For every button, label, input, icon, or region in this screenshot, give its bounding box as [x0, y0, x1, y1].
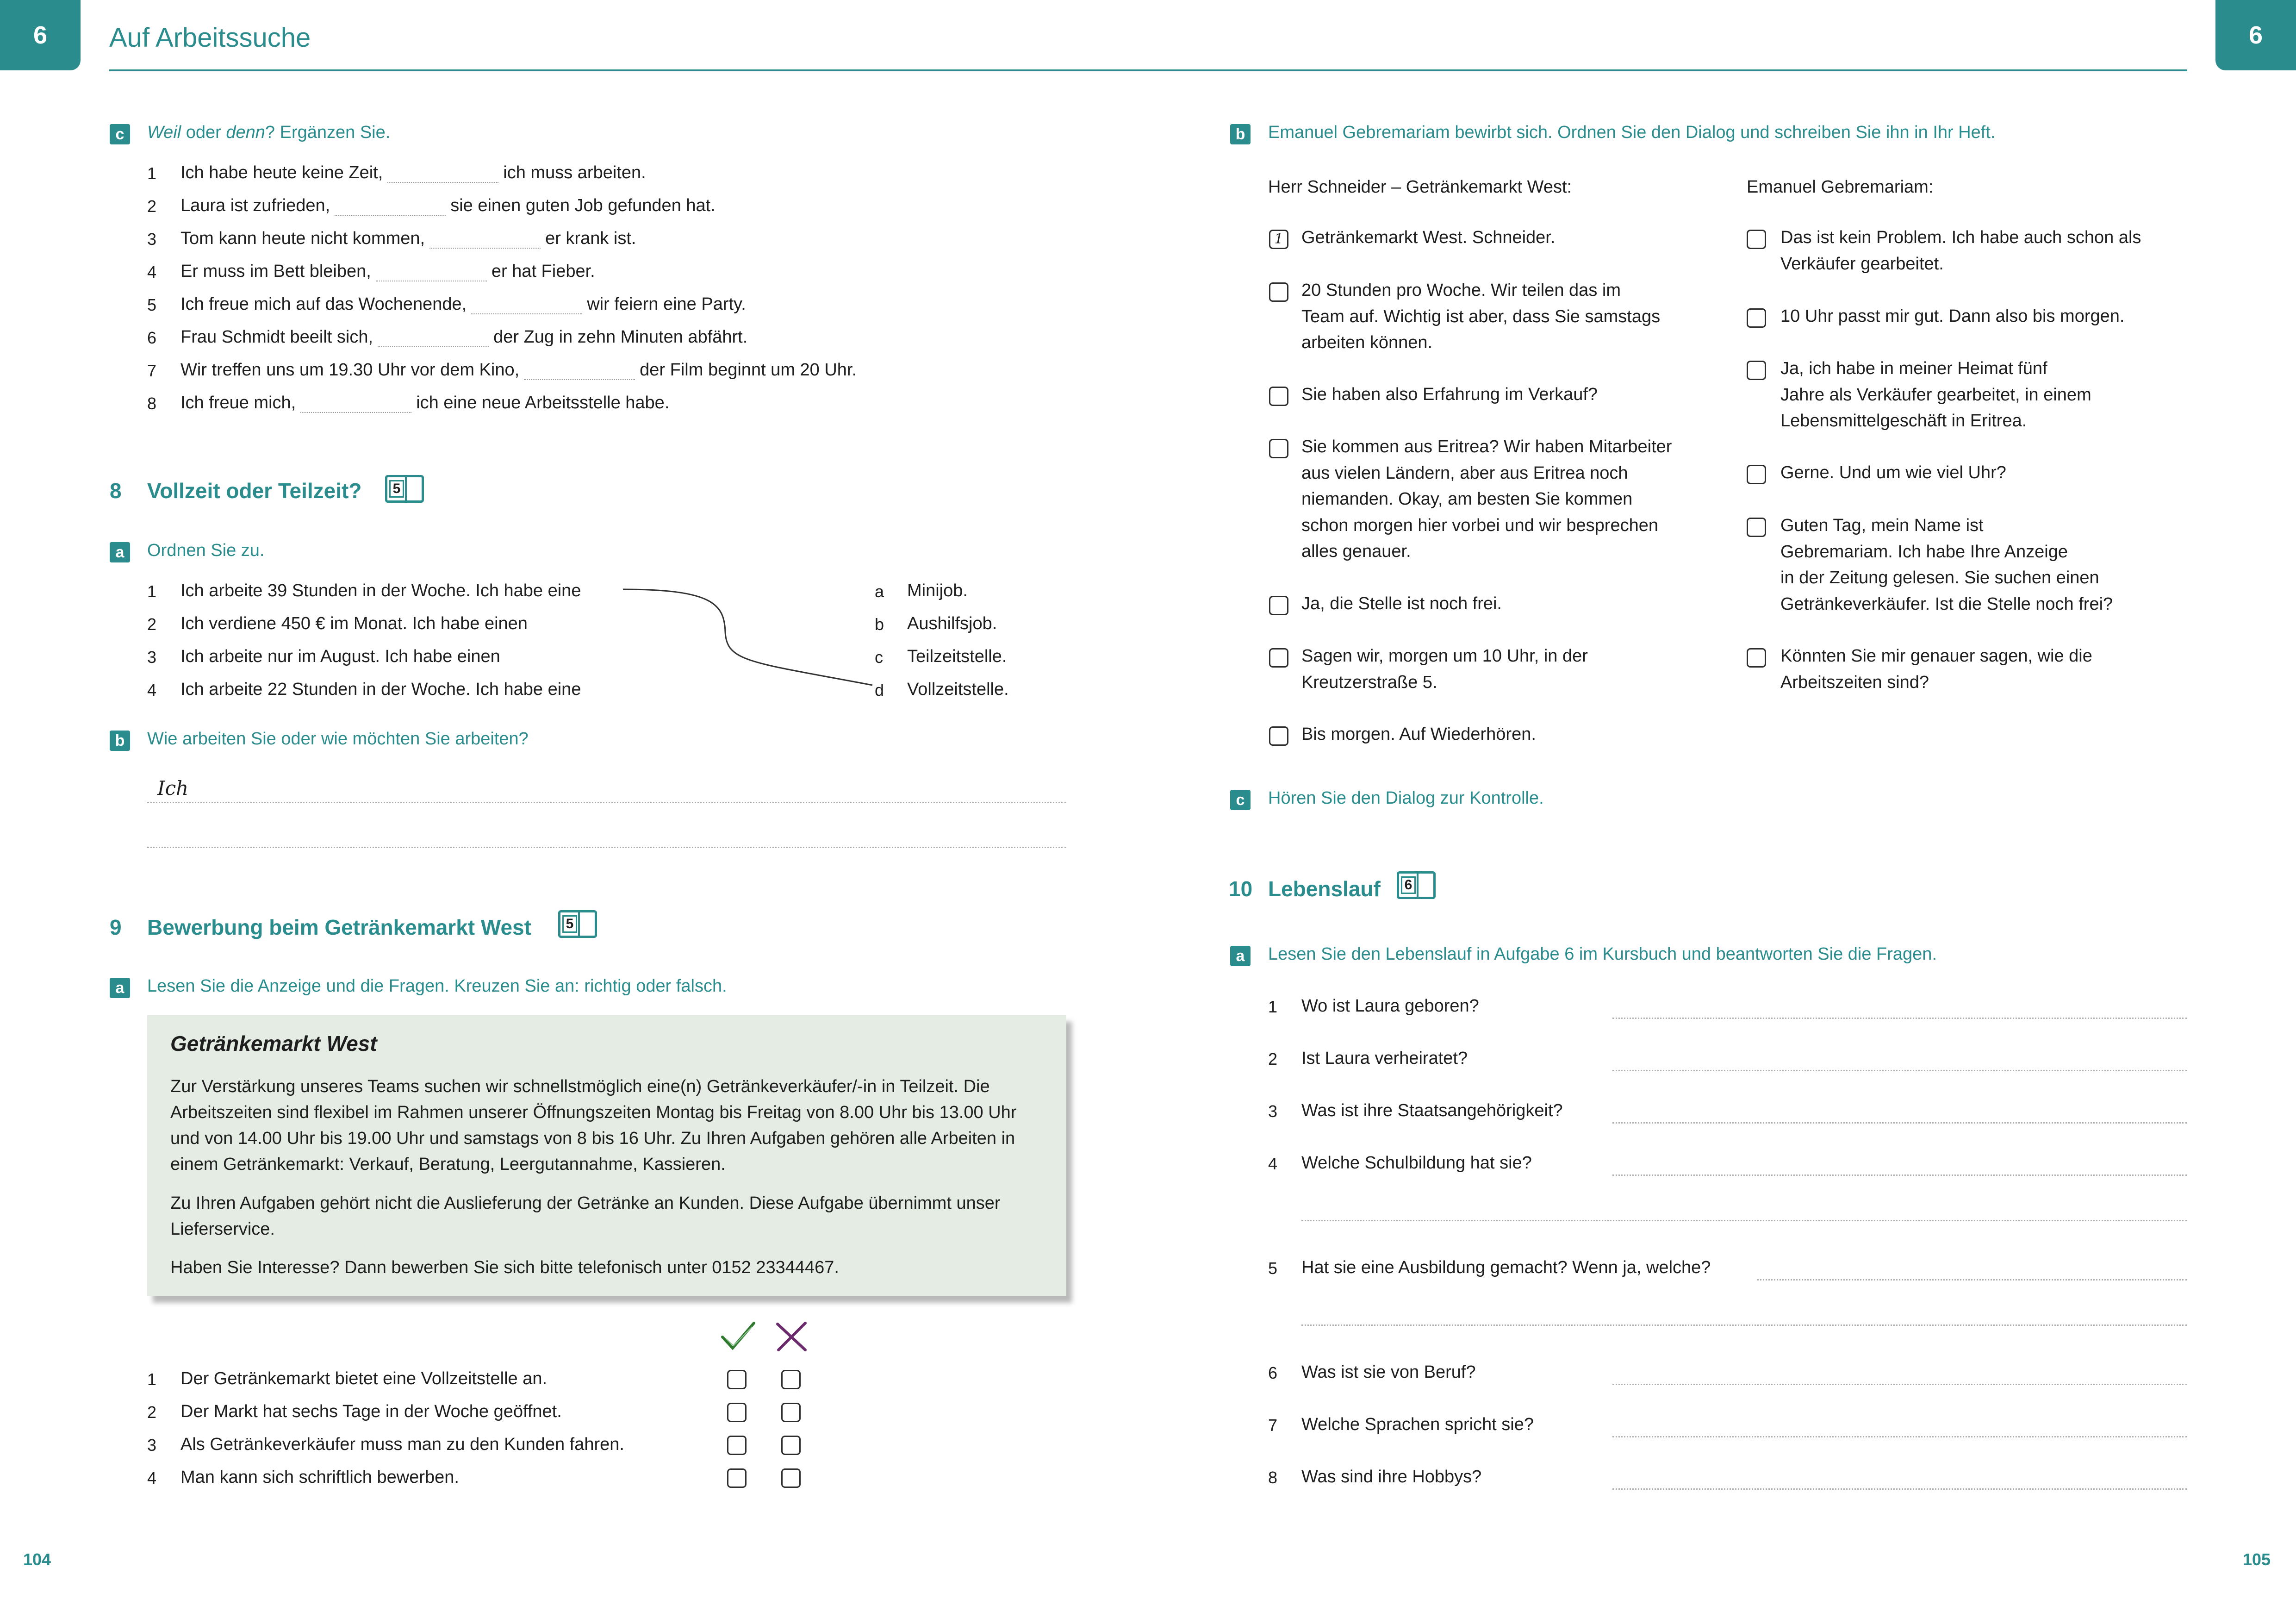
- ad-paragraph: Haben Sie Interesse? Dann bewerben Sie sich bitte telefonisch unter 0152 23344467.: [170, 1258, 839, 1277]
- instr-word-oder: oder: [181, 123, 226, 142]
- dialog-line: Team auf. Wichtig ist aber, dass Sie samstags: [1301, 306, 1661, 326]
- dialog-column-header: Herr Schneider – Getränkemarkt West:: [1268, 177, 1572, 197]
- item-number: 4: [1268, 1154, 1278, 1173]
- dialog-order-box[interactable]: [1747, 465, 1766, 484]
- ad-paragraph: Zur Verstärkung unseres Teams suchen wir schnellstmöglich eine(n) Getränkeverkäufer/-in in Teilzeit. Die Arbeitszeiten sind flexibel im Rahmen unserer Öffnungszeiten Montag bis Freitag von 8.00 Uhr bis 13.00 Uhr und von 14.00 Uhr bis 19.00 Uhr und samstags von 8 bis 16 Uhr. Zu Ihren Aufgaben gehören alle Arbeiten in einem Getränkemarkt: Verkauf, Beratung, Leergutannahme, Kassieren.: [170, 1077, 1017, 1174]
- unit-number: 6: [2248, 21, 2263, 49]
- answer-line[interactable]: [1612, 1174, 2187, 1176]
- item-number: 2: [147, 197, 157, 216]
- sentence-end: sie einen guten Job gefunden hat.: [450, 196, 716, 215]
- dialog-line: schon morgen hier vorbei und wir besprechen: [1301, 515, 1658, 535]
- book-icon: [558, 910, 597, 938]
- question-text: Wo ist Laura geboren?: [1301, 996, 1479, 1016]
- section-title: Bewerbung beim Getränkemarkt West: [147, 915, 531, 939]
- handwritten-answer: Ich: [157, 777, 189, 800]
- instr-word-denn: denn: [226, 123, 265, 142]
- book-page-number: 5: [389, 480, 404, 498]
- blank-field[interactable]: [378, 332, 489, 347]
- question-text: Welche Schulbildung hat sie?: [1301, 1153, 1532, 1173]
- dialog-line: Lebensmittelgeschäft in Eritrea.: [1780, 411, 2027, 431]
- false-checkbox[interactable]: [781, 1436, 801, 1455]
- matching-right-item: Aushilfsjob.: [907, 614, 997, 633]
- dialog-order-box[interactable]: 1: [1269, 230, 1288, 249]
- exercise-instruction: Lesen Sie den Lebenslauf in Aufgabe 6 im Kursbuch und beantworten Sie die Fragen.: [1268, 944, 1937, 964]
- dialog-line: Könnten Sie mir genauer sagen, wie die: [1780, 646, 2092, 666]
- dialog-order-box[interactable]: [1269, 596, 1288, 615]
- matching-line: [620, 581, 879, 697]
- dialog-line: arbeiten können.: [1301, 333, 1433, 352]
- item-number: 3: [147, 1436, 157, 1455]
- item-number: 6: [147, 328, 157, 347]
- exercise-instruction: Hören Sie den Dialog zur Kontrolle.: [1268, 788, 1544, 808]
- exercise-letter-badge: a: [110, 978, 130, 998]
- dialog-line: Das ist kein Problem. Ich habe auch schon als: [1780, 228, 2141, 247]
- blank-field[interactable]: [429, 234, 541, 249]
- dialog-column-header: Emanuel Gebremariam:: [1747, 177, 1934, 197]
- dialog-order-box[interactable]: [1747, 518, 1766, 537]
- instr-word-weil: Weil: [147, 123, 181, 142]
- book-page-number: 6: [1401, 876, 1416, 894]
- answer-line[interactable]: [1301, 1220, 2187, 1221]
- exercise-letter-badge: c: [110, 124, 130, 144]
- dialog-line: Sie haben also Erfahrung im Verkauf?: [1301, 385, 1598, 404]
- book-page-number: 5: [562, 915, 577, 933]
- item-number: 5: [147, 295, 157, 314]
- item-number: 4: [147, 1468, 157, 1487]
- sentence-end: wir feiern eine Party.: [587, 294, 746, 314]
- sentence-start: Ich freue mich,: [180, 393, 296, 412]
- sentence-start: Er muss im Bett bleiben,: [180, 262, 371, 281]
- dialog-line: Guten Tag, mein Name ist: [1780, 516, 1984, 535]
- item-number: 2: [1268, 1049, 1278, 1068]
- item-number: 5: [1268, 1259, 1278, 1278]
- exercise-letter-badge: a: [110, 542, 130, 562]
- blank-field[interactable]: [335, 201, 446, 216]
- sentence-row: [180, 163, 646, 183]
- dialog-order-box[interactable]: [1747, 230, 1766, 249]
- dialog-line: Ja, ich habe in meiner Heimat fünf: [1780, 359, 2047, 378]
- unit-tab-right: [2215, 0, 2296, 70]
- blank-field[interactable]: [471, 300, 582, 314]
- dialog-line: 20 Stunden pro Woche. Wir teilen das im: [1301, 281, 1621, 300]
- book-icon: [385, 475, 424, 503]
- dialog-line: niemanden. Okay, am besten Sie kommen: [1301, 489, 1633, 509]
- unit-tab-left: [0, 0, 81, 70]
- answer-line[interactable]: [147, 802, 1066, 803]
- section-number: 8: [110, 479, 122, 503]
- section-number: 10: [1229, 877, 1253, 901]
- section-title: Vollzeit oder Teilzeit?: [147, 479, 362, 503]
- page-number-right: 105: [2243, 1550, 2271, 1569]
- answer-line[interactable]: [1612, 1122, 2187, 1124]
- answer-line[interactable]: [1301, 1324, 2187, 1326]
- false-checkbox[interactable]: [781, 1468, 801, 1488]
- ad-paragraph: Zu Ihren Aufgaben gehört nicht die Auslieferung der Getränke an Kunden. Diese Aufgabe übernimmt unser Lieferservice.: [170, 1193, 1001, 1239]
- matching-left-item: Ich arbeite nur im August. Ich habe einen: [180, 647, 500, 666]
- blank-field[interactable]: [387, 168, 498, 183]
- item-number: 2: [147, 1403, 157, 1422]
- question-text: Was ist ihre Staatsangehörigkeit?: [1301, 1101, 1563, 1120]
- item-number: 3: [1268, 1102, 1278, 1121]
- dialog-line: 10 Uhr passt mir gut. Dann also bis morgen.: [1780, 306, 2125, 326]
- matching-left-item: Ich verdiene 450 € im Monat. Ich habe einen: [180, 614, 528, 633]
- book-icon: [1397, 871, 1436, 899]
- header-divider: [109, 69, 2187, 71]
- dialog-order-box[interactable]: [1747, 648, 1766, 668]
- section-number: 9: [110, 915, 122, 939]
- matching-left-item: Ich arbeite 22 Stunden in der Woche. Ich habe eine: [180, 680, 581, 699]
- question-text: Hat sie eine Ausbildung gemacht? Wenn ja, welche?: [1301, 1258, 1711, 1277]
- item-number: 3: [147, 230, 157, 249]
- item-number: 3: [147, 648, 157, 667]
- false-checkbox[interactable]: [781, 1403, 801, 1422]
- answer-line[interactable]: [1612, 1070, 2187, 1071]
- sentence-end: der Zug in zehn Minuten abfährt.: [493, 327, 748, 347]
- dialog-line: Arbeitszeiten sind?: [1780, 672, 1929, 692]
- item-number: 1: [147, 1370, 157, 1389]
- sentence-start: Tom kann heute nicht kommen,: [180, 229, 425, 248]
- true-checkbox[interactable]: [727, 1403, 747, 1422]
- question-text: Welche Sprachen spricht sie?: [1301, 1415, 1534, 1434]
- check-icon: [720, 1320, 757, 1353]
- sentence-start: Frau Schmidt beeilt sich,: [180, 327, 373, 347]
- dialog-line: Kreutzerstraße 5.: [1301, 672, 1437, 692]
- job-advertisement: [147, 1015, 1066, 1296]
- instr-rest: ? Ergänzen Sie.: [265, 123, 391, 142]
- dialog-line: Bis morgen. Auf Wiederhören.: [1301, 725, 1536, 744]
- statement-text: Man kann sich schriftlich bewerben.: [180, 1468, 459, 1487]
- true-checkbox[interactable]: [727, 1436, 747, 1455]
- dialog-order-box[interactable]: [1747, 308, 1766, 328]
- sentence-row: [180, 360, 857, 380]
- dialog-order-box[interactable]: [1269, 726, 1288, 746]
- sentence-start: Ich habe heute keine Zeit,: [180, 163, 383, 182]
- sentence-row: [180, 262, 595, 281]
- page-number-left: 104: [23, 1550, 51, 1569]
- sentence-row: [180, 229, 636, 249]
- sentence-end: ich eine neue Arbeitsstelle habe.: [416, 393, 670, 412]
- sentence-start: Laura ist zufrieden,: [180, 196, 330, 215]
- item-number: 4: [147, 681, 157, 700]
- dialog-line: Verkäufer gearbeitet.: [1780, 254, 1944, 274]
- dialog-line: Jahre als Verkäufer gearbeitet, in einem: [1780, 385, 2091, 405]
- statement-text: Als Getränkeverkäufer muss man zu den Kunden fahren.: [180, 1435, 624, 1454]
- dialog-line: Sie kommen aus Eritrea? Wir haben Mitarbeiter: [1301, 437, 1672, 456]
- item-number: 2: [147, 615, 157, 634]
- matching-right-item: Teilzeitstelle.: [907, 647, 1007, 666]
- dialog-line: Getränkeverkäufer. Ist die Stelle noch frei?: [1780, 594, 2113, 614]
- page-title: Auf Arbeitssuche: [109, 23, 311, 53]
- item-letter: c: [875, 648, 883, 667]
- exercise-instruction: Lesen Sie die Anzeige und die Fragen. Kreuzen Sie an: richtig oder falsch.: [147, 976, 727, 996]
- section-title: Lebenslauf: [1268, 877, 1381, 901]
- false-checkbox[interactable]: [781, 1370, 801, 1389]
- cross-icon: [774, 1320, 809, 1353]
- exercise-letter-badge: b: [1230, 124, 1251, 144]
- answer-line[interactable]: [1612, 1436, 2187, 1437]
- question-text: Was ist sie von Beruf?: [1301, 1362, 1476, 1382]
- statement-text: Der Markt hat sechs Tage in der Woche geöffnet.: [180, 1402, 562, 1421]
- sentence-start: Ich freue mich auf das Wochenende,: [180, 294, 467, 314]
- item-letter: a: [875, 582, 884, 601]
- item-number: 1: [147, 164, 157, 183]
- item-number: 1: [147, 582, 157, 601]
- sentence-end: er hat Fieber.: [491, 262, 595, 281]
- item-letter: b: [875, 615, 884, 634]
- exercise-letter-badge: c: [1230, 790, 1251, 810]
- sentence-end: ich muss arbeiten.: [503, 163, 646, 182]
- answer-line[interactable]: [147, 847, 1066, 848]
- dialog-line: aus vielen Ländern, aber aus Eritrea noch: [1301, 463, 1628, 483]
- item-number: 8: [1268, 1468, 1278, 1487]
- unit-number: 6: [33, 21, 48, 49]
- dialog-order-box[interactable]: [1269, 439, 1288, 458]
- matching-right-item: Minijob.: [907, 581, 968, 600]
- sentence-end: der Film beginnt um 20 Uhr.: [640, 360, 857, 380]
- sentence-row: [180, 294, 746, 314]
- true-checkbox[interactable]: [727, 1370, 747, 1389]
- item-letter: d: [875, 681, 884, 700]
- sentence-row: [180, 393, 669, 413]
- dialog-order-box[interactable]: [1269, 648, 1288, 668]
- blank-field[interactable]: [300, 398, 411, 413]
- blank-field[interactable]: [376, 267, 487, 281]
- sentence-end: er krank ist.: [545, 229, 636, 248]
- item-number: 7: [1268, 1416, 1278, 1435]
- ad-title: Getränkemarkt West: [170, 1031, 377, 1056]
- statement-text: Der Getränkemarkt bietet eine Vollzeitstelle an.: [180, 1369, 548, 1388]
- dialog-order-box[interactable]: [1747, 361, 1766, 380]
- sentence-row: [180, 327, 747, 347]
- item-number: 4: [147, 262, 157, 281]
- item-number: 6: [1268, 1363, 1278, 1382]
- dialog-line: alles genauer.: [1301, 542, 1411, 561]
- answer-line[interactable]: [1757, 1279, 2187, 1280]
- exercise-letter-badge: b: [110, 731, 130, 751]
- dialog-line: in der Zeitung gelesen. Sie suchen einen: [1780, 568, 2099, 587]
- exercise-instruction: Wie arbeiten Sie oder wie möchten Sie arbeiten?: [147, 729, 529, 749]
- dialog-order-box[interactable]: [1269, 387, 1288, 406]
- dialog-line: Gerne. Und um wie viel Uhr?: [1780, 463, 2006, 482]
- exercise-instruction: Ordnen Sie zu.: [147, 541, 265, 560]
- answer-line[interactable]: [1612, 1488, 2187, 1490]
- exercise-instruction: [147, 123, 390, 143]
- dialog-line: Ja, die Stelle ist noch frei.: [1301, 594, 1502, 613]
- exercise-instruction: Emanuel Gebremariam bewirbt sich. Ordnen Sie den Dialog und schreiben Sie ihn in Ihr Heft.: [1268, 123, 1996, 142]
- sentence-row: [180, 196, 716, 216]
- question-text: Ist Laura verheiratet?: [1301, 1049, 1468, 1068]
- matching-right-item: Vollzeitstelle.: [907, 680, 1009, 699]
- blank-field[interactable]: [524, 365, 635, 380]
- sentence-start: Wir treffen uns um 19.30 Uhr vor dem Kino,: [180, 360, 520, 380]
- exercise-letter-badge: a: [1230, 946, 1251, 966]
- matching-left-item: Ich arbeite 39 Stunden in der Woche. Ich habe eine: [180, 581, 581, 600]
- dialog-line: Gebremariam. Ich habe Ihre Anzeige: [1780, 542, 2068, 562]
- item-number: 1: [1268, 997, 1278, 1016]
- item-number: 8: [147, 394, 157, 413]
- dialog-order-box[interactable]: [1269, 282, 1288, 302]
- answer-line[interactable]: [1612, 1018, 2187, 1019]
- true-checkbox[interactable]: [727, 1468, 747, 1488]
- item-number: 7: [147, 361, 157, 380]
- dialog-line: Sagen wir, morgen um 10 Uhr, in der: [1301, 646, 1588, 666]
- answer-line[interactable]: [1612, 1384, 2187, 1385]
- question-text: Was sind ihre Hobbys?: [1301, 1467, 1482, 1487]
- dialog-line: Getränkemarkt West. Schneider.: [1301, 228, 1556, 247]
